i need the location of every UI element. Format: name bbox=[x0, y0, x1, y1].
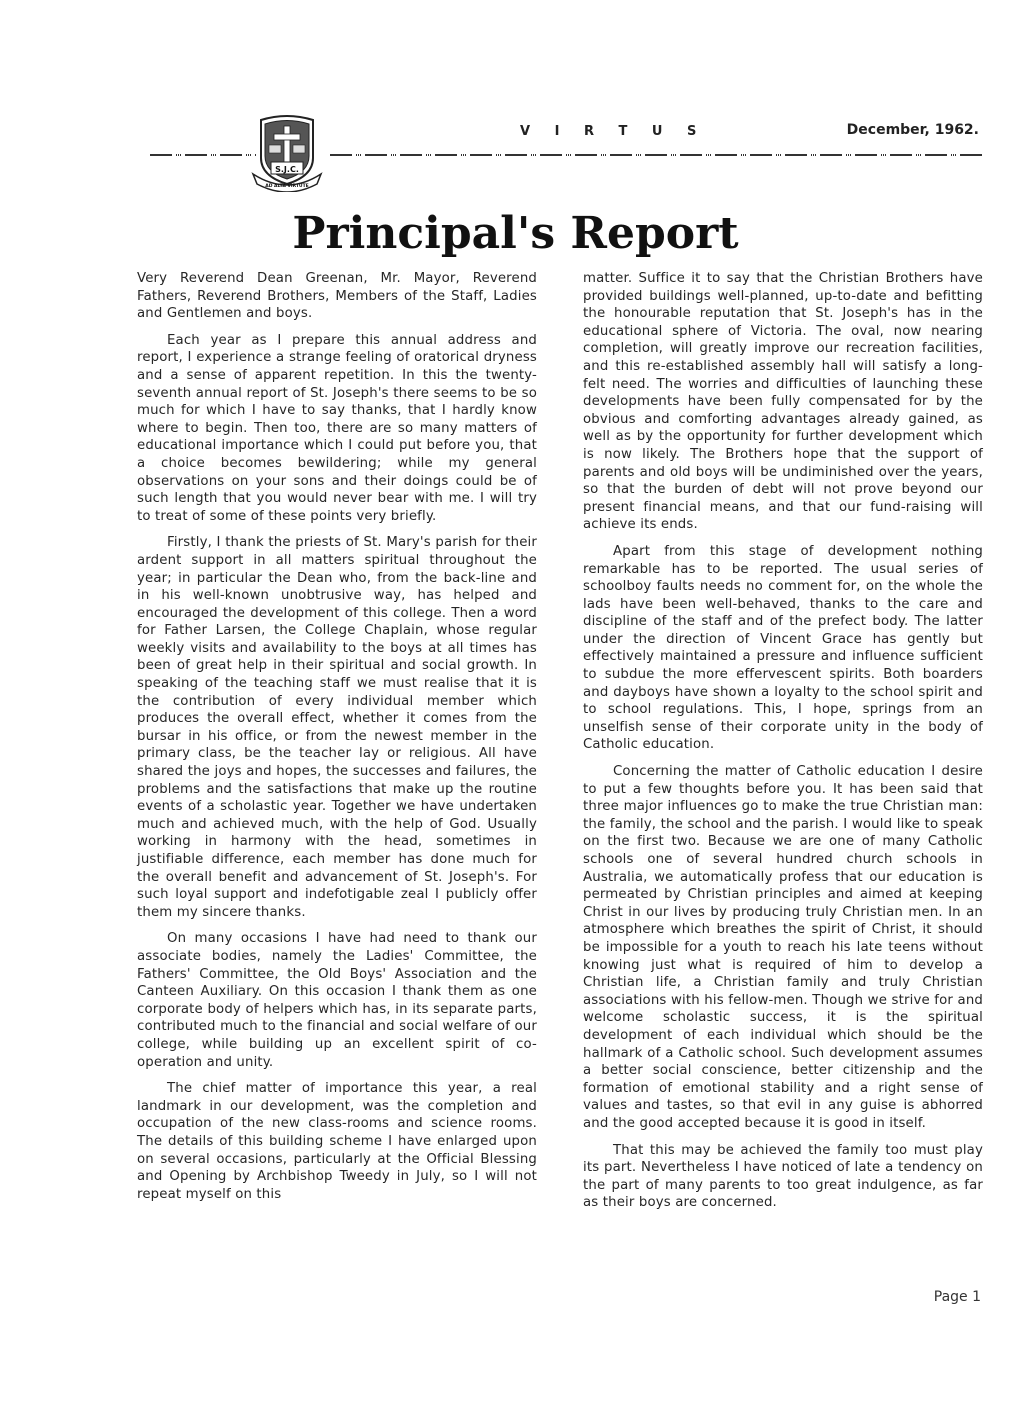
paragraph: Firstly, I thank the priests of St. Mary's parish for their ardent support in all matters spiritual throughout the year; in particular the Dean who, from the back-line and in his well-known unobtrusive way, has helped and encouraged the development of this college. Then a word for Father Larsen, the College Chaplain, whose regular weekly visits and availability to the boys at all times has been of great help in their spiritual and social growth. In speaking of the teaching staff we must realise that it is the contribution of every individual member which produces the overall effect, whether it comes from the bursar in his office, or from the newest member in the primary class, be the teacher lay or religious. All have shared the joys and hopes, the successes and failures, the problems and the satisfactions that make up the routine events of a scholastic year. Together we have undertaken much and achieved much, with the help of God. Usually working in harmony with the head, sometimes in justifiable difference, each member has done much for the overall benefit and advancement of St. Joseph's. For such loyal support and indefotigable zeal I publicly offer them my sincere thanks. bbox=[137, 535, 537, 920]
paragraph: Very Reverend Dean Greenan, Mr. Mayor, Reverend Fathers, Reverend Brothers, Members of the Staff, Ladies and Gentlemen and boys. bbox=[137, 271, 537, 322]
masthead-title: V I R T U S bbox=[520, 124, 707, 139]
paragraph: On many occasions I have had need to thank our associate bodies, namely the Ladies' Committee, the Fathers' Committee, the Old Boys' Association and the Canteen Auxiliary. On this occasion I thank them as one corporate body of helpers which has, in its separate parts, contributed much to the financial and social welfare of our college, while building up an excellent spirit of co-operation and unity. bbox=[137, 931, 537, 1070]
paragraph: Each year as I prepare this annual address and report, I experience a strange feeling of oratorical dryness and a sense of apparent repetition. In this the twenty-seventh annual report of St. Joseph's there seems to be so much for which I have to say thanks, that I hardly know where to begin. Then too, there are so many matters of educational importance which I could put before you, that a choice becomes bewildering; while my general observations on your sons and their doings could be of such length that you would never bear with me. I will try to treat of some of these points very briefly. bbox=[137, 332, 537, 524]
article-body bbox=[137, 270, 983, 1221]
paragraph: Apart from this stage of development nothing remarkable has to be reported. The usual series of schoolboy faults needs no comment for, on the whole the lads have been well-behaved, thanks to the care and discipline of the staff and of the prefect body. The latter under the direction of Vincent Grace has gently but effectively maintained a pressure and influence sufficient to subdue the more effervescent spirits. Both boarders and dayboys have shown a loyalty to the school spirit and to school regulations. This, I hope, springs from an unselfish sense of their corporate unity in the body of Catholic education. bbox=[583, 543, 983, 753]
page-number: Page 1 bbox=[933, 1289, 981, 1305]
page-header bbox=[0, 100, 1031, 200]
crest-motto: AD ALTA VIRTUTE bbox=[265, 184, 309, 189]
article-title: Principal's Report bbox=[292, 208, 739, 259]
paragraph: matter. Suffice it to say that the Christian Brothers have provided buildings well-planned, up-to-date and befitting the honourable reputation that St. Joseph's has in the educational sphere of Victoria. The oval, now nearing completion, will greatly improve our recreation facilities, and this re-established assembly hall will satisfy a long-felt need. The worries and difficulties of launching these developments have been fully compensated for by the obvious and comforting advantages already gained, as well as by the opportunity for further development which is now likely. The Brothers hope that the support of parents and old boys will be undiminished over the years, so that the burden of debt will not prove beyond our present financial means, and that our fund-raising will achieve its ends. bbox=[583, 271, 983, 533]
issue-date: December, 1962. bbox=[846, 122, 979, 138]
right-column bbox=[583, 270, 983, 1221]
header-rule-right bbox=[330, 152, 983, 158]
paragraph: The chief matter of importance this year, a real landmark in our development, was the completion and occupation of the new class-rooms and science rooms. The details of this building scheme I have enlarged upon on several occasions, particularly at the Official Blessing and Opening by Archbishop Tweedy in July, so I will not repeat myself on this bbox=[137, 1081, 537, 1202]
college-crest-icon bbox=[251, 112, 323, 192]
crest-initials: S.J.C. bbox=[275, 165, 299, 174]
paragraph: That this may be achieved the family too must play its part. Nevertheless I have noticed of late a tendency on the part of many parents to too great indulgence, as far as their boys are concerned. bbox=[583, 1142, 983, 1211]
header-rule-left bbox=[150, 152, 256, 158]
paragraph: Concerning the matter of Catholic education I desire to put a few thoughts before you. It has been said that three major influences go to make the true Christian man: the family, the school and the parish. I would like to speak on the first two. Because we are one of many Catholic schools one of several hundred church schools in Australia, we automatically profess that our education is permeated by Christian principles and aimed at keeping Christ in our lives by producing truly Christian men. In an atmosphere which breathes the spirit of Christ, it should be impossible for a youth to reach his late teens without knowing just what is required of him to develop a Christian life, a Christian family and truly Christian associations with his fellow-men. Though we strive for and welcome scholastic success, it is the spiritual development of each individual which should be the hallmark of a Catholic school. Such development assumes a better social conscience, better citizenship and the formation of emotional stability and a right sense of values and tastes, so that evil in any guise is abhorred and the good accepted because it is good in itself. bbox=[583, 764, 983, 1131]
left-column bbox=[137, 270, 537, 1221]
